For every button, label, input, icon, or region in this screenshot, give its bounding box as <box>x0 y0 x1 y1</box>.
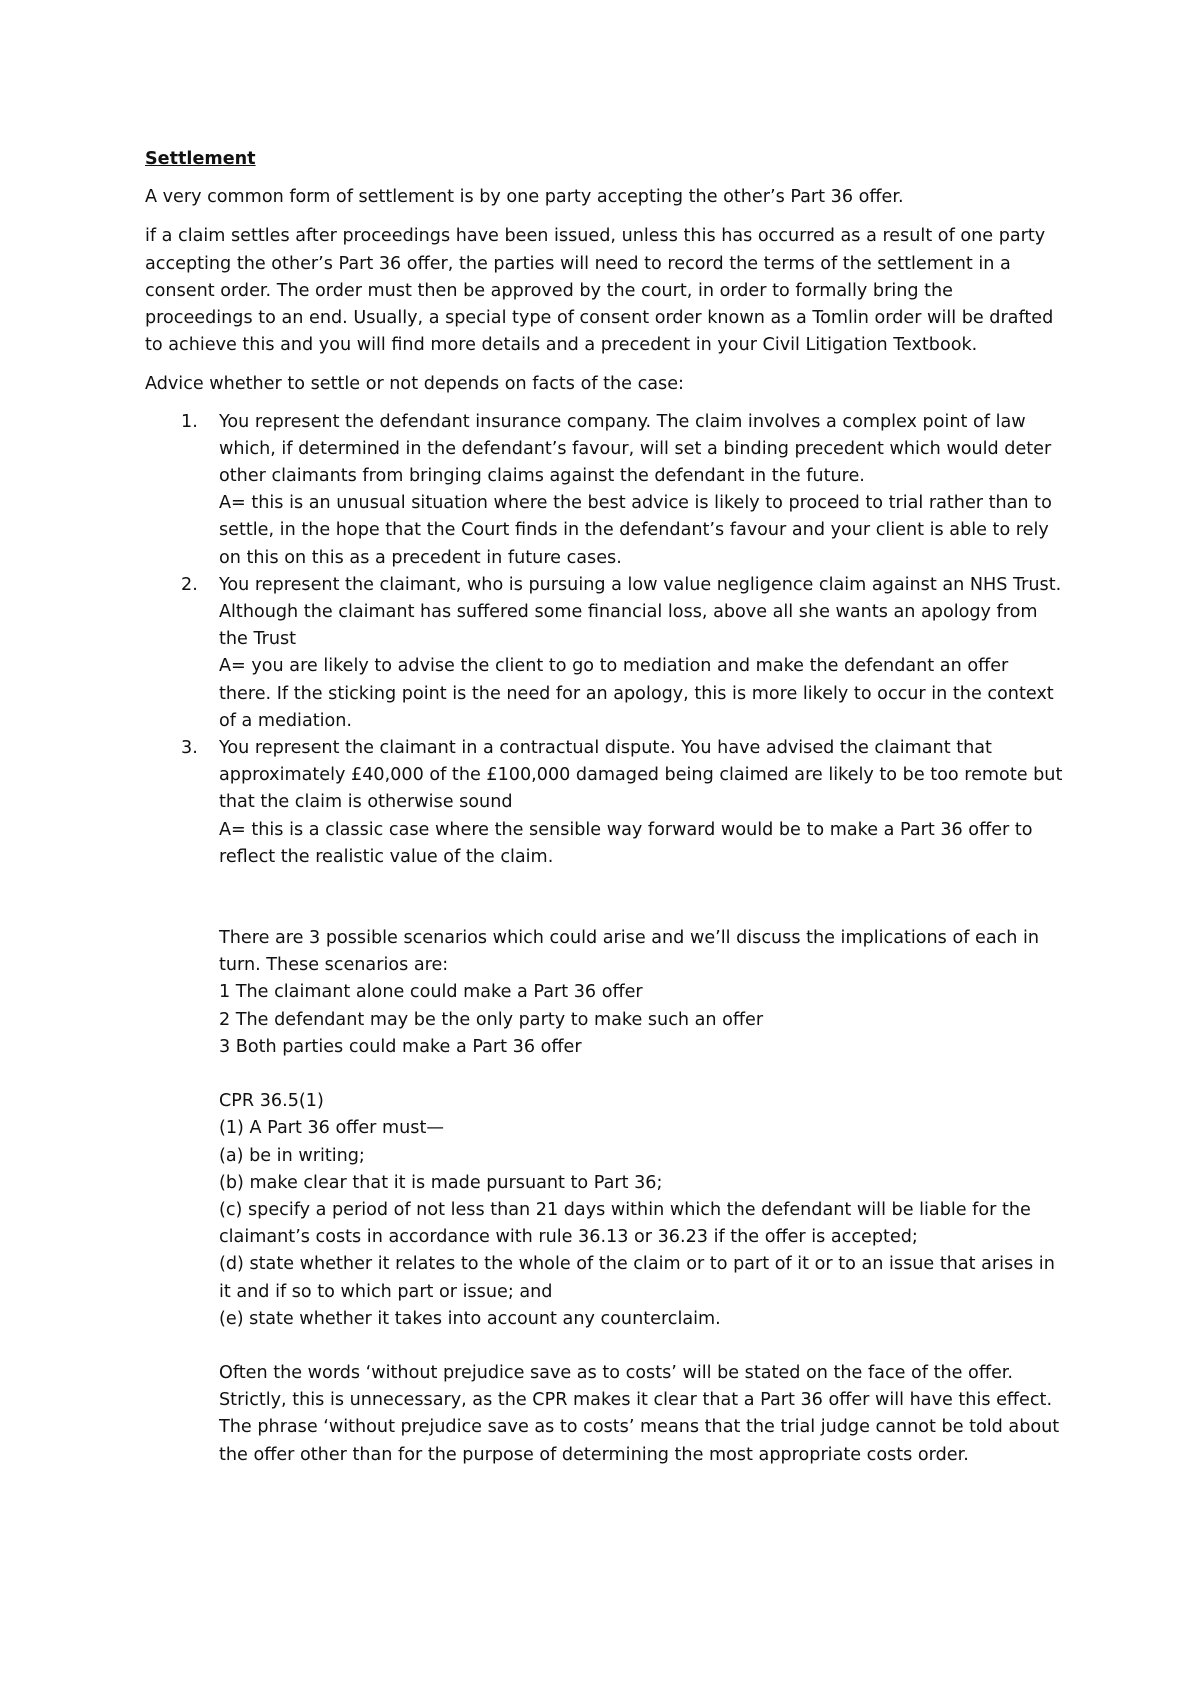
spacer <box>219 1333 1065 1360</box>
case-answer: A= this is a classic case where the sensible way forward would be to make a Part 36 offer to reflect the realistic value of the claim. <box>219 819 1033 867</box>
intro-paragraph: A very common form of settlement is by one party accepting the other’s Part 36 offer. <box>145 187 904 208</box>
cpr-line: (a) be in writing; <box>219 1145 365 1166</box>
list-item-number: 2. <box>181 574 198 595</box>
case-list <box>145 409 1065 871</box>
consent-order-paragraph: if a claim settles after proceedings have been issued, unless this has occurred as a result of one party accepting the other’s Part 36 offer, the parties will need to record the terms of the settlement in a consent order. The order must then be approved by the court, in order to formally bring the proceedings to an end. Usually, a special type of consent order known as a Tomlin order will be drafted to achieve this and you will find more details and a precedent in your Civil Litigation Textbook. <box>145 226 1054 356</box>
scenario-line: 3 Both parties could make a Part 36 offer <box>219 1036 582 1057</box>
case-answer: A= this is an unusual situation where the best advice is likely to proceed to trial rather than to settle, in the hope that the Court finds in the defendant’s favour and your client is able to rely on this on this as a precedent in future cases. <box>219 493 1052 568</box>
list-item <box>145 735 1065 871</box>
scenarios-block <box>145 925 1065 1469</box>
cpr-line: (c) specify a period of not less than 21 days within which the defendant will be liable for the claimant’s costs in accordance with rule 36.13 or 36.23 if the offer is accepted; <box>219 1199 1031 1248</box>
cpr-line: (1) A Part 36 offer must— <box>219 1118 444 1139</box>
case-answer: A= you are likely to advise the client to go to mediation and make the defendant an offer there. If the sticking point is the need for an apology, this is more likely to occur in the context of a mediation. <box>219 656 1054 731</box>
cpr-line: (b) make clear that it is made pursuant to Part 36; <box>219 1172 663 1193</box>
scenarios-intro: There are 3 possible scenarios which could arise and we’ll discuss the implications of each in turn. These scenarios are: <box>219 928 1040 976</box>
cpr-line: (e) state whether it takes into account any counterclaim. <box>219 1308 721 1329</box>
spacer <box>145 871 1065 925</box>
cpr-line: (d) state whether it relates to the whole of the claim or to part of it or to an issue that arises in it and if so to which part or issue; and <box>219 1254 1055 1302</box>
advice-heading: Advice whether to settle or not depends on facts of the case: <box>145 374 684 395</box>
closing-paragraph: Often the words ‘without prejudice save as to costs’ will be stated on the face of the offer. Strictly, this is unnecessary, as the CPR makes it clear that a Part 36 offer will have this effect. The phrase ‘without prejudice save as to costs’ means that the trial judge cannot be told about the offer other than for the purpose of determining the most appropriate costs order. <box>219 1362 1060 1465</box>
list-item <box>145 572 1065 735</box>
list-item-number: 3. <box>181 738 198 759</box>
cpr-heading: CPR 36.5(1) <box>219 1091 324 1112</box>
scenario-line: 1 The claimant alone could make a Part 36 offer <box>219 982 643 1003</box>
document-page <box>145 146 1065 1469</box>
spacer <box>219 1061 1065 1088</box>
scenario-line: 2 The defendant may be the only party to make such an offer <box>219 1009 764 1030</box>
case-question: You represent the claimant in a contractual dispute. You have advised the claimant that approximately £40,000 of the £100,000 damaged being claimed are likely to be too remote but that the claim is otherwise sound <box>219 738 1063 813</box>
list-item-number: 1. <box>181 411 198 432</box>
list-item <box>145 409 1065 572</box>
case-question: You represent the claimant, who is pursuing a low value negligence claim against an NHS Trust. Although the claimant has suffered some financial loss, above all she wants an apology from the Trust <box>219 574 1062 650</box>
case-question: You represent the defendant insurance company. The claim involves a complex point of law which, if determined in the defendant’s favour, will set a binding precedent which would deter other claimants from bringing claims against the defendant in the future. <box>219 411 1052 487</box>
document-title: Settlement <box>145 149 256 169</box>
